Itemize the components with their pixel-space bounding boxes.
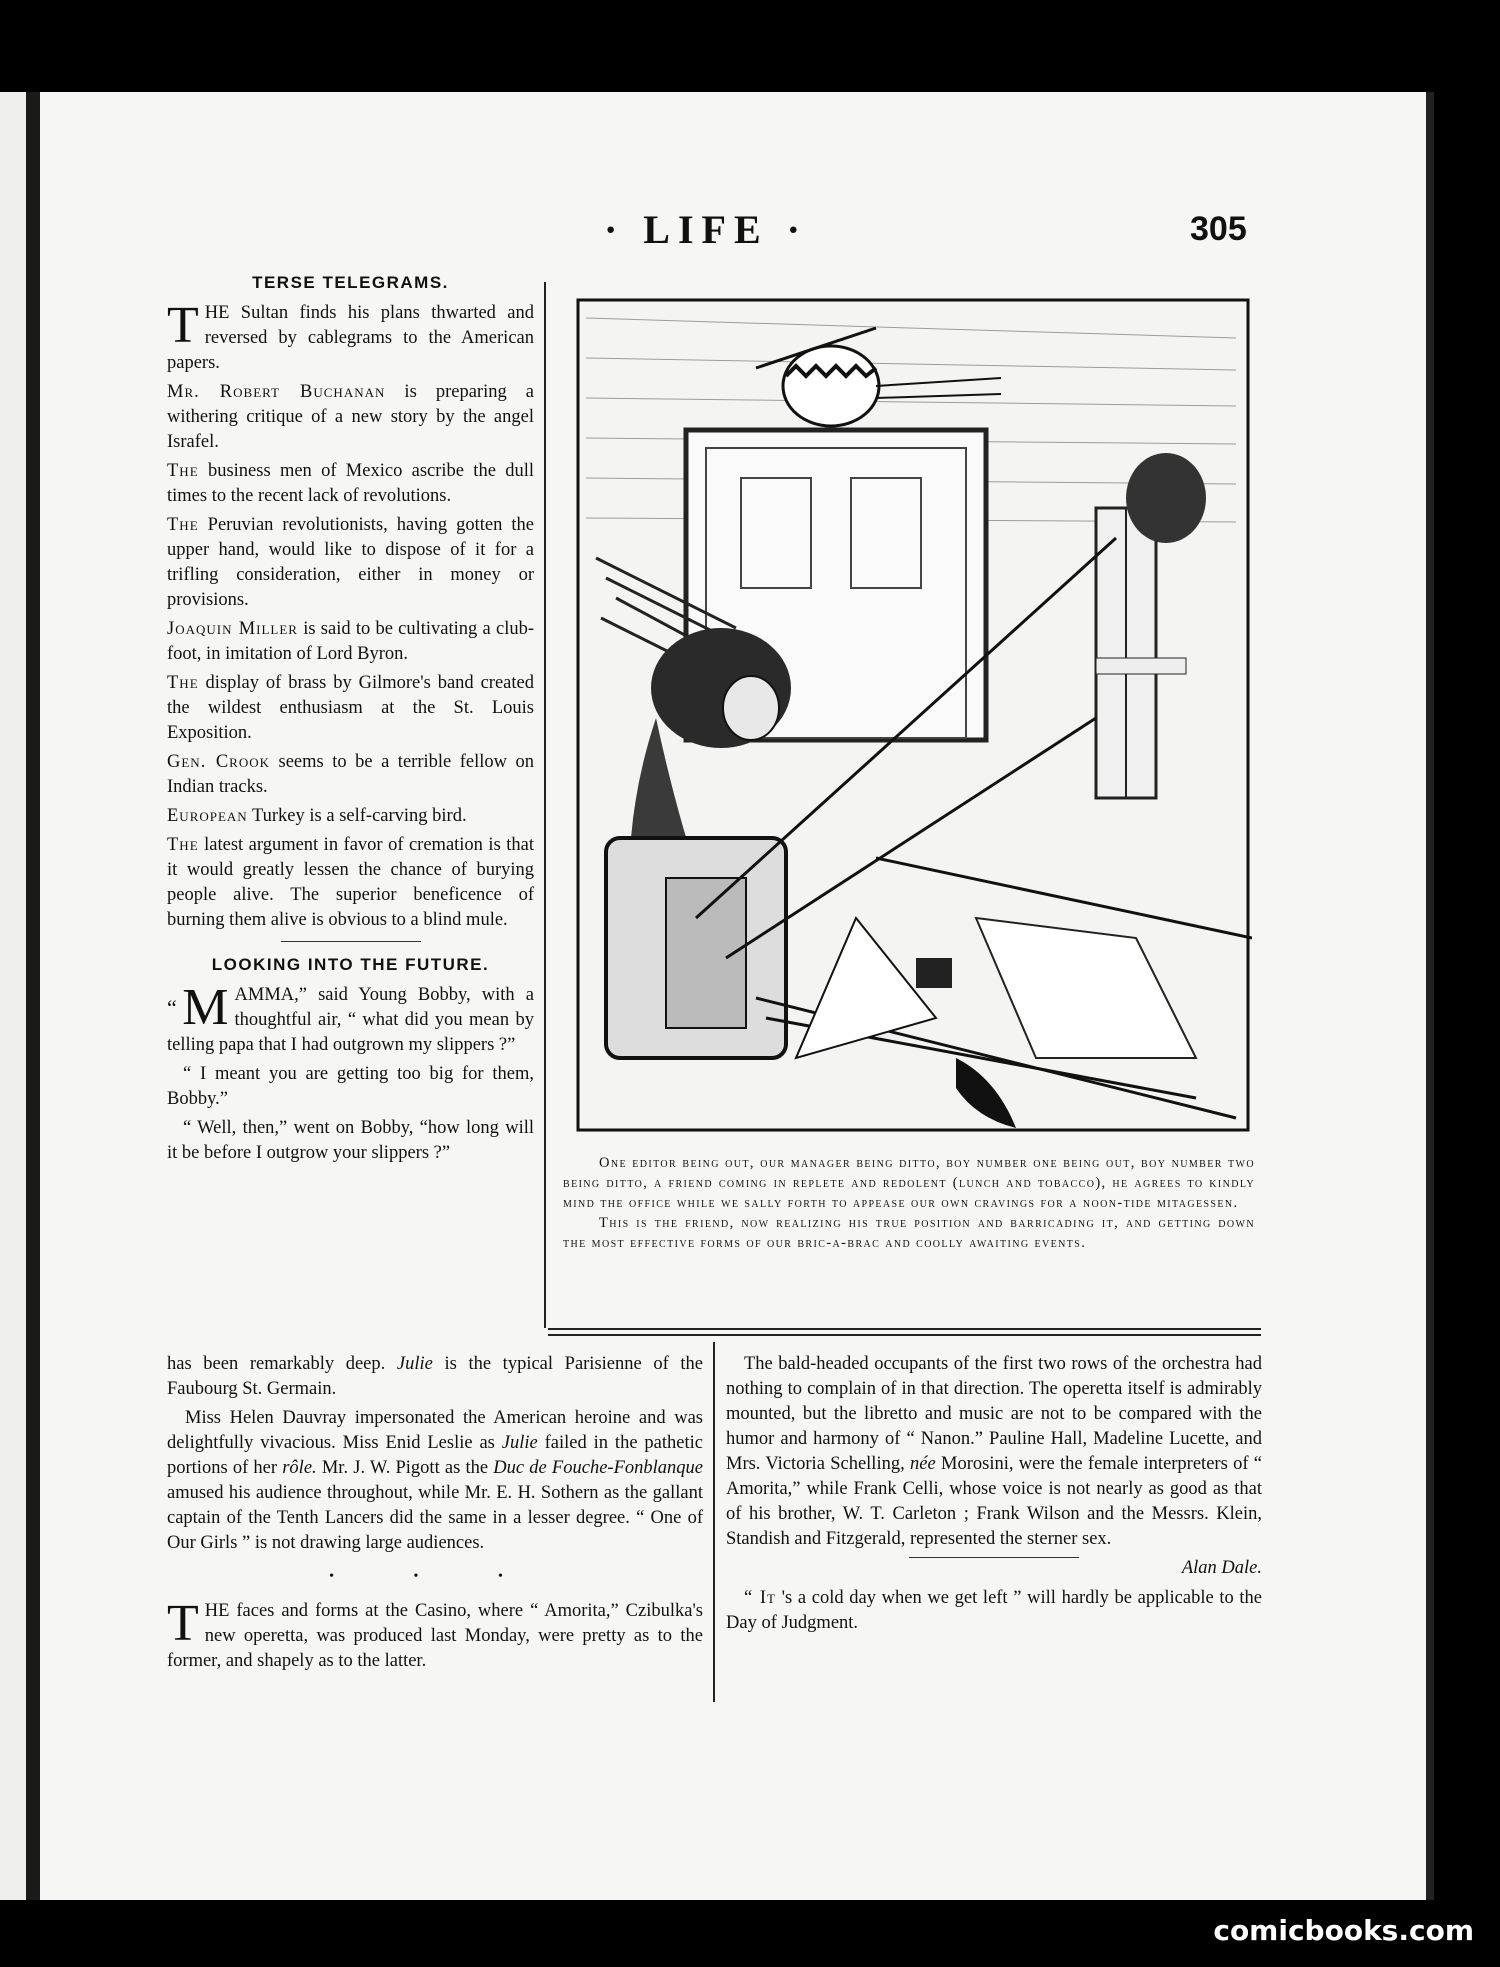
terse-telegrams-column xyxy=(167,270,534,1170)
paragraph xyxy=(167,617,534,667)
masthead-title: · LIFE · xyxy=(603,207,809,252)
page-right-edge xyxy=(1426,92,1434,1900)
illustration-caption xyxy=(563,1153,1255,1253)
review-column-left xyxy=(167,1352,703,1678)
paragraph-text: seems to be a terrible fellow on Indian tracks. xyxy=(167,752,534,797)
caption-paragraph: This is the friend, now realizing his true position and barricading it, and getting down the most effective forms of our bric-a-brac and coolly awaiting events. xyxy=(563,1215,1255,1251)
paragraph xyxy=(167,459,534,509)
drop-letter: M xyxy=(182,979,229,1036)
paragraph-text: is preparing a withering critique of a new story by the angel Israfel. xyxy=(167,382,534,452)
paragraph xyxy=(167,804,534,829)
paragraph: “ I meant you are getting too big for them, Bobby.” xyxy=(167,1064,534,1109)
paragraph-text: display of brass by Gilmore's band created the wildest enthusiasm at the St. Louis Exposition. xyxy=(167,673,534,743)
future-heading: LOOKING INTO THE FUTURE. xyxy=(211,955,490,974)
paragraph-text: Peruvian revolutionists, having gotten the upper hand, would like to dispose of it for a trifling consideration, either in money or provisions. xyxy=(167,515,534,610)
paragraph: “ Well, then,” went on Bobby, “how long will it be before I outgrow your slippers ?” xyxy=(167,1118,534,1163)
paragraph xyxy=(167,1595,703,1674)
review-column-right xyxy=(726,1352,1262,1640)
paragraph xyxy=(167,1406,703,1556)
lead-in: Joaquin Miller xyxy=(167,619,298,639)
text-run-italic: Julie xyxy=(501,1433,538,1453)
text-run: Mr. J. W. Pigott as the xyxy=(316,1458,494,1478)
text-run: Morosini, were the female interpreters of “ Amorita,” while Frank Celli, whose voice is not nearly as good as that of his brother, W. T. Carleton ; Frank Wilson and the Messrs. Klein, Standish and Fitzgerald, represented the sterner sex. xyxy=(726,1454,1262,1549)
site-watermark: comicbooks.com xyxy=(1213,1914,1474,1947)
paragraph-text: HE faces and forms at the Casino, where “ Amorita,” Czibulka's new operetta, was produced last Monday, were pretty as to the former, and shapely as to the latter. xyxy=(167,1601,703,1671)
lead-in: The xyxy=(167,461,199,481)
text-run-italic: Duc de Fouche-Fonblanque xyxy=(493,1458,703,1478)
text-run-italic: née xyxy=(910,1454,936,1474)
paragraph xyxy=(167,979,534,1058)
text-run: failed in the pathetic portions of her xyxy=(167,1433,703,1478)
open-quote: “ xyxy=(167,995,183,1020)
lead-in: Gen. Crook xyxy=(167,752,270,772)
column-rule-vertical-bottom xyxy=(713,1342,715,1702)
office-illustration xyxy=(576,298,1252,1134)
lead-in: Mr. Robert Buchanan xyxy=(167,382,386,402)
section-stars: • • • xyxy=(329,1569,541,1584)
lead-in: European xyxy=(167,806,248,826)
lead-in: The xyxy=(167,673,199,693)
paragraph-text: AMMA,” said Young Bobby, with a thoughtful air, “ what did you mean by telling papa that I had outgrown my slippers ?” xyxy=(167,985,534,1055)
text-run: The bald-headed occupants of the first two rows of the orchestra had nothing to complain of in that direction. The operetta itself is admirably mounted, but the libretto and music are not to be compared with the humor and harmony of “ Nanon.” Pauline Hall, Madeline Lucette, and Mrs. Victoria Schelling, xyxy=(726,1354,1262,1474)
text-run-italic: rôle. xyxy=(282,1458,317,1478)
facing-page-edge xyxy=(0,92,26,1900)
paragraph xyxy=(167,1352,703,1402)
page-number: 305 xyxy=(1190,210,1247,248)
paragraph xyxy=(167,750,534,800)
paragraph xyxy=(167,513,534,613)
text-run: is the typical Parisienne of the Faubourg St. Germain. xyxy=(167,1354,703,1399)
lead-in: The xyxy=(167,835,199,855)
paragraph xyxy=(726,1586,1262,1636)
lead-in: “ It xyxy=(744,1588,776,1608)
book-spine xyxy=(26,92,40,1900)
drop-cap: T xyxy=(167,297,199,354)
terse-telegrams-heading: TERSE TELEGRAMS. xyxy=(252,273,449,292)
paragraph xyxy=(726,1352,1262,1552)
column-rule-vertical xyxy=(544,282,546,1328)
text-run: has been remarkably deep. xyxy=(167,1354,397,1374)
section-divider xyxy=(281,941,421,942)
drop-cap xyxy=(167,979,229,1036)
paragraph xyxy=(167,297,534,376)
paragraph-text: business men of Mexico ascribe the dull times to the recent lack of revolutions. xyxy=(167,461,534,506)
paragraph xyxy=(167,833,534,933)
paragraph-text: HE Sultan finds his plans thwarted and reversed by cablegrams to the American papers. xyxy=(167,303,534,373)
drop-cap: T xyxy=(167,1595,199,1652)
paragraph-text: latest argument in favor of cremation is that it would greatly lessen the chance of burying people alive. The superior beneficence of burning them alive is obvious to a blind mule. xyxy=(167,835,534,930)
horizontal-rule-bottom xyxy=(548,1334,1261,1336)
paragraph xyxy=(167,380,534,455)
paragraph xyxy=(167,671,534,746)
text-run: Miss Helen Dauvray impersonated the American heroine and was delightfully vivacious. Miss Enid Leslie as xyxy=(167,1408,703,1453)
text-run-italic: Julie xyxy=(396,1354,433,1374)
lead-in: The xyxy=(167,515,199,535)
horizontal-rule-top xyxy=(548,1328,1261,1330)
paragraph-text: is said to be cultivating a club-foot, in imitation of Lord Byron. xyxy=(167,619,534,664)
paragraph-text: 's a cold day when we get left ” will hardly be applicable to the Day of Judgment. xyxy=(726,1588,1262,1633)
caption-paragraph: One editor being out, our manager being ditto, boy number one being out, boy number two being ditto, a friend coming in replete and redolent (lunch and tobacco), he agrees to kindly mind the office while we sally forth to appease our own cravings for a noon-tide mitagessen. xyxy=(563,1155,1255,1211)
section-divider xyxy=(909,1557,1079,1558)
author-signature: Alan Dale. xyxy=(1181,1558,1262,1578)
text-run: amused his audience throughout, while Mr. E. H. Sothern as the gallant captain of the Tenth Lancers did the same in a lesser degree. “ One of Our Girls ” is not drawing large audiences. xyxy=(167,1483,703,1553)
paragraph-text: Turkey is a self-carving bird. xyxy=(247,806,467,826)
